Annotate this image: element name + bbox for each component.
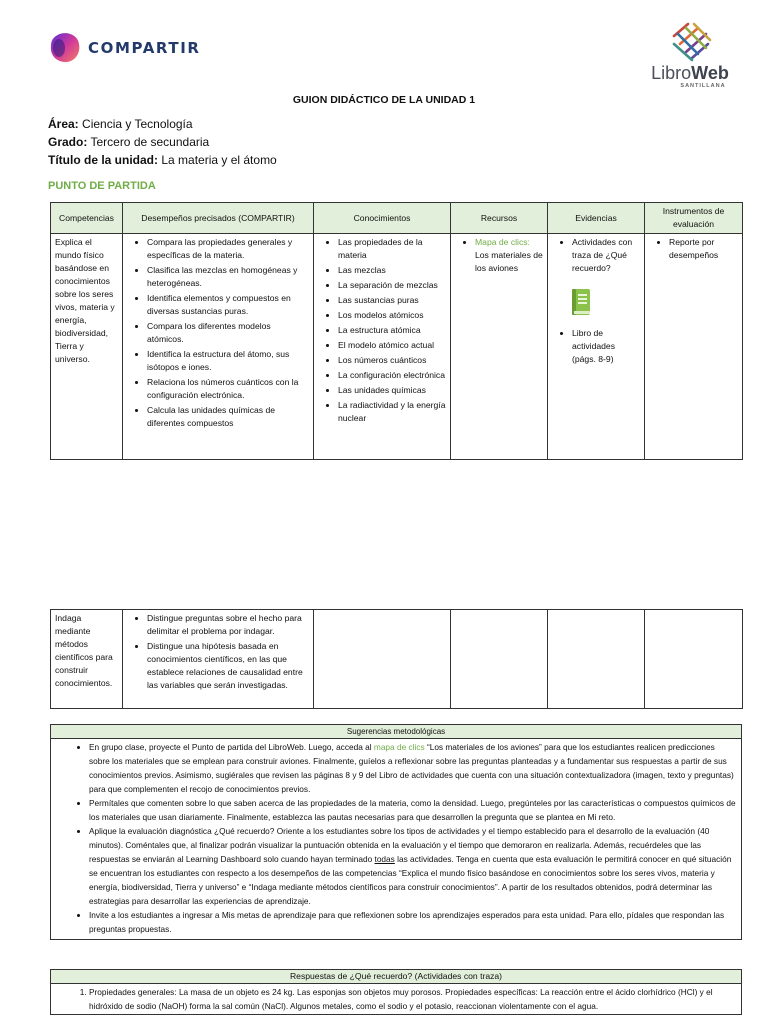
sugerencias-box: [50, 724, 742, 940]
respuestas-body: [51, 984, 742, 1015]
compartir-wordmark: COMPARTIR: [88, 39, 201, 57]
compartir-blob-icon: [48, 32, 82, 64]
section-heading: PUNTO DE PARTIDA: [48, 180, 156, 192]
list-item: • Relaciona los números cuánticos con la configuración electrónica.: [147, 376, 309, 402]
list-item: • La separación de mezclas: [338, 279, 446, 292]
header-recursos: Recursos: [451, 203, 548, 234]
list-item: • La radiactividad y la energía nuclear: [338, 399, 446, 425]
mapa-de-clics-link[interactable]: Mapa de clics:: [475, 237, 530, 247]
table-row: [51, 610, 743, 709]
sugerencias-body: [51, 739, 742, 940]
grado-line: Grado: Tercero de secundaria: [48, 135, 210, 149]
titulo-line: Título de la unidad: La materia y el átomo: [48, 153, 277, 167]
header-desempenos: Desempeños precisados (COMPARTIR): [123, 203, 314, 234]
list-item: • Distingue una hipótesis basada en conocimientos científicos, en las que establece relaciones de causalidad entre las variables que serán investigadas.: [147, 640, 309, 692]
list-item: • Las mezclas: [338, 264, 446, 277]
list-item: • Los números cuánticos: [338, 354, 446, 367]
empty-cell: [451, 610, 548, 709]
table-header-row: [51, 203, 743, 234]
list-item: • La configuración electrónica: [338, 369, 446, 382]
area-line: Área: Ciencia y Tecnología: [48, 117, 193, 131]
list-item: • Identifica la estructura del átomo, sus isótopos e iones.: [147, 348, 309, 374]
desempenos-cell: [123, 234, 314, 460]
desempenos-cell: [123, 610, 314, 709]
list-item: • Las propiedades de la materia: [338, 236, 446, 262]
table-row: [51, 234, 743, 460]
empty-cell: [314, 610, 451, 709]
header-instrumentos: Instrumentos de evaluación: [645, 203, 743, 234]
list-item: 1. Propiedades generales: La masa de un objeto es 24 kg. Las esponjas son objetos muy porosos. Propiedades específicas: La reacción entre el ácido clorhídrico (HCl) y el hidróxido de sodio (NaOH) forma la sal común (NaCl). Algunos metales, como el sodio y el potasio, reaccionan violentamente con el agua.: [89, 985, 737, 1013]
recursos-cell: [451, 234, 548, 460]
planning-table-continued: [50, 609, 743, 709]
planning-table: [50, 202, 743, 460]
respuestas-box: [50, 969, 742, 1015]
list-item: • Compara las propiedades generales y específicas de la materia.: [147, 236, 309, 262]
respuestas-title: Respuestas de ¿Qué recuerdo? (Actividades con traza): [51, 970, 742, 984]
empty-cell: [548, 610, 645, 709]
book-icon: [552, 277, 640, 327]
list-item: • Actividades con traza de ¿Qué recuerdo?: [572, 236, 640, 275]
sugerencias-title: Sugerencias metodológicas: [51, 725, 742, 739]
list-item: • Calcula las unidades químicas de diferentes compuestos: [147, 404, 309, 430]
santillana-label: SANTILLANA: [680, 83, 726, 89]
libroweb-logo: [650, 22, 730, 89]
list-item: • Reporte por desempeños: [669, 236, 738, 262]
list-item: • Distingue preguntas sobre el hecho para delimitar el problema por indagar.: [147, 612, 309, 638]
empty-cell: [645, 610, 743, 709]
list-item: • Compara los diferentes modelos atómicos.: [147, 320, 309, 346]
competencia-cell: Explica el mundo físico basándose en conocimientos sobre los seres vivos, materia y energía, biodiversidad, Tierra y universo.: [51, 234, 123, 460]
libroweb-knot-icon: [668, 22, 712, 62]
list-item: • Libro de actividades (págs. 8-9): [572, 327, 640, 366]
header-conocimientos: Conocimientos: [314, 203, 451, 234]
instrumentos-cell: [645, 234, 743, 460]
conocimientos-cell: [314, 234, 451, 460]
list-item: • En grupo clase, proyecte el Punto de partida del LibroWeb. Luego, acceda al mapa de clics “Los materiales de los aviones” para que los estudiantes realicen predicciones sobre los materiales que se emplean para construir aviones. Finalmente, guíelos a reflexionar sobre las preguntas planteadas y a fundamentar sus respuestas a partir de sus conocimientos previos. Asimismo, sugiérales que revisen las páginas 8 y 9 del Libro de actividades que cuenta con una situación contextualizadora (imagen, texto y preguntas) para que complementen el recojo de conocimientos previos.: [89, 740, 737, 796]
competencia-cell: Indaga mediante métodos científicos para construir conocimientos.: [51, 610, 123, 709]
evidencias-cell: [548, 234, 645, 460]
list-item: • La estructura atómica: [338, 324, 446, 337]
list-item: • El modelo atómico actual: [338, 339, 446, 352]
list-item: • Los modelos atómicos: [338, 309, 446, 322]
list-item: • Identifica elementos y compuestos en diversas sustancias puras.: [147, 292, 309, 318]
list-item: • Las unidades químicas: [338, 384, 446, 397]
libroweb-wordmark: LibroWeb: [651, 63, 729, 83]
green-book-icon: [570, 287, 592, 317]
compartir-logo: [48, 32, 201, 64]
header-evidencias: Evidencias: [548, 203, 645, 234]
list-item: • Aplique la evaluación diagnóstica ¿Qué recuerdo? Oriente a los estudiantes sobre los tipos de actividades y el tiempo establecido para el desarrollo de la evaluación (40 minutos). Coméntales que, al finalizar podrán visualizar la puntuación obtenida en la evaluación y el tiempo que demoraron en realizarla. Además, recuérdeles que las respuestas se enviarán al Learning Dashboard solo cuando hayan terminado todas las actividades. Tenga en cuenta que esta evaluación le permitirá conocer en qué situación se encuentran los estudiantes con respecto a los desempeños de las competencias “Explica el mundo físico basándose en conocimientos sobre los seres vivos, materia y energía, biodiversidad, Tierra y universo” e “Indaga mediante métodos científicos para construir conocimientos”. A partir de los resultados obtenidos, podrá determinar las estrategias para desarrollar las experiencias de aprendizaje.: [89, 824, 737, 908]
list-item: • Permítales que comenten sobre lo que saben acerca de las propiedades de la materia, como la densidad. Luego, pregúnteles por las características o compuestos químicos de los materiales que usan diariamente. Finalmente, establezca las pautas necesarias para que desarrollen la pregunta que se plantea en Mi reto.: [89, 796, 737, 824]
list-item: • Mapa de clics: Los materiales de los aviones: [475, 236, 543, 275]
header-competencias: Competencias: [51, 203, 123, 234]
document-title: GUION DIDÁCTICO DE LA UNIDAD 1: [292, 94, 476, 106]
list-item: • Clasifica las mezclas en homogéneas y heterogéneas.: [147, 264, 309, 290]
list-item: • Las sustancias puras: [338, 294, 446, 307]
list-item: • Invite a los estudiantes a ingresar a Mis metas de aprendizaje para que reflexionen sobre los aprendizajes esperados para esta unidad. Para ello, pídales que respondan las preguntas propuestas.: [89, 908, 737, 936]
mapa-de-clics-link[interactable]: mapa de clics: [373, 742, 425, 752]
